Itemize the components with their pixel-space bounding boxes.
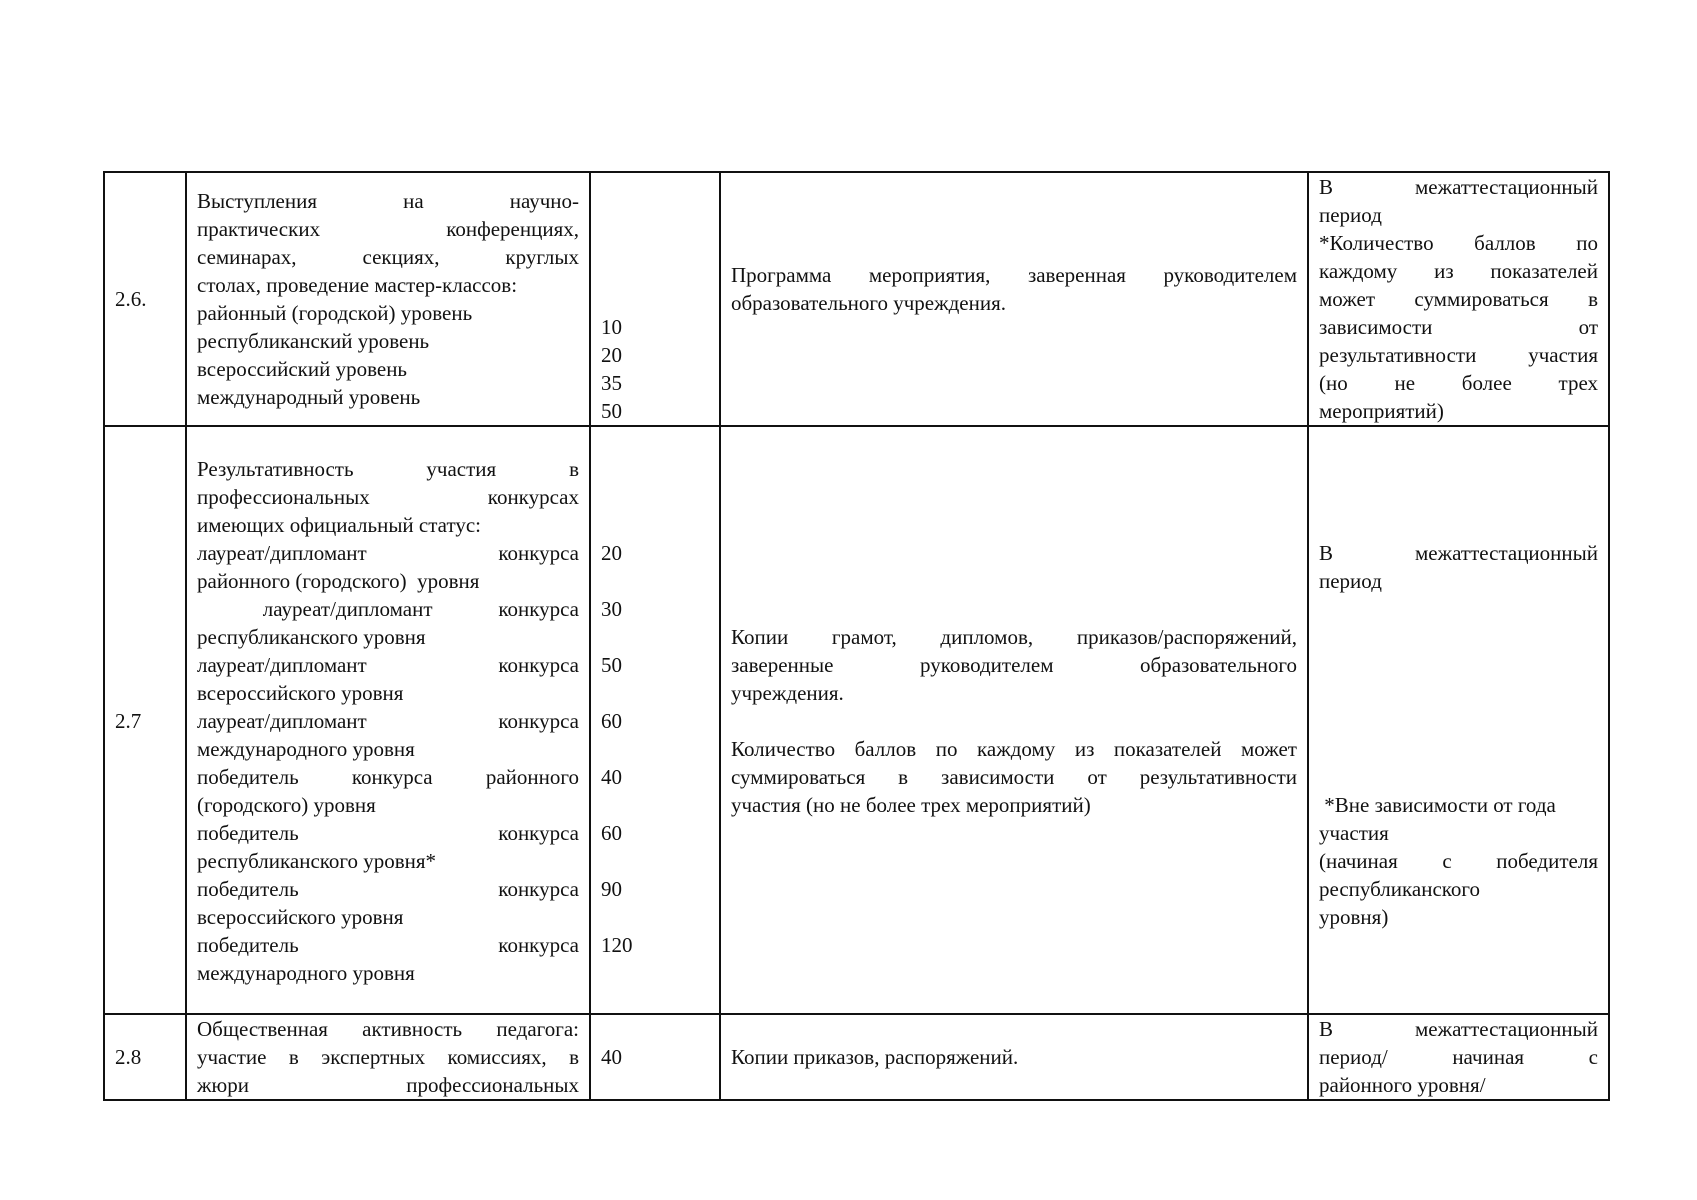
points-cell — [590, 426, 720, 1014]
indicator-line: республиканский уровень — [197, 329, 430, 353]
indicator-line: победитель конкурса — [197, 821, 579, 845]
points-value: 50 — [601, 653, 622, 677]
points-value: 60 — [601, 821, 622, 845]
note-line: В межаттестационный — [1319, 175, 1598, 199]
points-value: 30 — [601, 597, 622, 621]
document-line: участия (но не более трех мероприятий) — [731, 793, 1091, 817]
indicator-line: семинарах, секциях, круглых — [197, 245, 579, 269]
note-line: республиканского — [1319, 877, 1480, 901]
indicator-line: лауреат/дипломант конкурса — [197, 709, 579, 733]
indicator-line: республиканского уровня — [197, 625, 426, 649]
document-line: учреждения. — [731, 681, 844, 705]
row-number: 2.7 — [115, 709, 142, 733]
indicator-line: районный (городской) уровень — [197, 301, 473, 325]
note-line: каждому из показателей — [1319, 259, 1598, 283]
note-line: период/ начиная с — [1319, 1045, 1598, 1069]
indicator-line: жюри профессиональных — [197, 1073, 579, 1097]
note-line: результативности участия — [1319, 343, 1598, 367]
indicator-line: всероссийский уровень — [197, 357, 408, 381]
document-line: Количество баллов по каждому из показателей может — [731, 737, 1297, 761]
points-value: 40 — [601, 765, 622, 789]
indicator-line: лауреат/дипломант конкурса — [197, 597, 579, 621]
note-cell — [1308, 172, 1609, 426]
note-line: зависимости от — [1319, 315, 1598, 339]
indicator-cell — [186, 172, 590, 426]
note-line: участия — [1319, 821, 1389, 845]
note-line: уровня) — [1319, 905, 1389, 929]
table-row-2-7 — [104, 426, 1609, 1014]
note-line: мероприятий) — [1319, 399, 1444, 423]
indicator-line: имеющих официальный статус: — [197, 513, 482, 537]
points-value: 20 — [601, 541, 622, 565]
indicator-line: международный уровень — [197, 385, 421, 409]
document-cell — [720, 426, 1308, 1014]
indicator-line: международного уровня — [197, 737, 415, 761]
points-value: 50 — [601, 399, 622, 423]
indicator-line: лауреат/дипломант конкурса — [197, 541, 579, 565]
points-value: 35 — [601, 371, 622, 395]
points-value: 20 — [601, 343, 622, 367]
document-line: Копии приказов, распоряжений. — [731, 1045, 1019, 1069]
indicator-line: Результативность участия в — [197, 457, 579, 481]
indicator-cell — [186, 426, 590, 1014]
document-line: суммироваться в зависимости от результативности — [731, 765, 1297, 789]
points-cell — [590, 1014, 720, 1100]
note-cell — [1308, 426, 1609, 1014]
indicator-line: всероссийского уровня — [197, 905, 404, 929]
table-row-2-8 — [104, 1014, 1609, 1100]
note-line: В межаттестационный — [1319, 541, 1598, 565]
indicator-line: победитель конкурса районного — [197, 765, 579, 789]
indicator-line: профессиональных конкурсах — [197, 485, 579, 509]
indicator-line: республиканского уровня* — [197, 849, 437, 873]
row-number: 2.8 — [115, 1045, 142, 1069]
indicator-line: районного (городского) уровня — [197, 569, 480, 593]
note-line: (но не более трех — [1319, 371, 1598, 395]
document-line: образовательного учреждения. — [731, 291, 1007, 315]
note-line: В межаттестационный — [1319, 1017, 1598, 1041]
note-line: *Количество баллов по — [1319, 231, 1598, 255]
indicator-cell — [186, 1014, 590, 1100]
document-cell — [720, 1014, 1308, 1100]
indicator-line: лауреат/дипломант конкурса — [197, 653, 579, 677]
note-line: период — [1319, 569, 1382, 593]
row-number-cell — [104, 172, 186, 426]
document-line: Копии грамот, дипломов, приказов/распоряжений, — [731, 625, 1297, 649]
indicator-line: всероссийского уровня — [197, 681, 404, 705]
criteria-table — [103, 171, 1610, 1101]
indicator-line: международного уровня — [197, 961, 415, 985]
row-number-cell — [104, 426, 186, 1014]
indicator-line: (городского) уровня — [197, 793, 376, 817]
indicator-line: Выступления на научно- — [197, 189, 579, 213]
points-value: 120 — [601, 933, 633, 957]
points-value: 10 — [601, 315, 622, 339]
table-row-2-6 — [104, 172, 1609, 426]
indicator-line: Общественная активность педагога: — [197, 1017, 579, 1041]
indicator-line: победитель конкурса — [197, 877, 579, 901]
note-cell — [1308, 1014, 1609, 1100]
points-value: 90 — [601, 877, 622, 901]
indicator-line: участие в экспертных комиссиях, в — [197, 1045, 579, 1069]
note-line: период — [1319, 203, 1382, 227]
indicator-line: столах, проведение мастер-классов: — [197, 273, 518, 297]
points-cell — [590, 172, 720, 426]
points-value: 60 — [601, 709, 622, 733]
row-number: 2.6. — [115, 287, 147, 311]
note-line: может суммироваться в — [1319, 287, 1598, 311]
indicator-line: практических конференциях, — [197, 217, 579, 241]
note-line: (начиная с победителя — [1319, 849, 1598, 873]
note-line: *Вне зависимости от года — [1319, 793, 1556, 817]
note-line: районного уровня/ — [1319, 1073, 1486, 1097]
document-line: заверенные руководителем образовательного — [731, 653, 1297, 677]
points-value: 40 — [601, 1045, 622, 1069]
document-line: Программа мероприятия, заверенная руководителем — [731, 263, 1297, 287]
indicator-line: победитель конкурса — [197, 933, 579, 957]
document-cell — [720, 172, 1308, 426]
row-number-cell — [104, 1014, 186, 1100]
